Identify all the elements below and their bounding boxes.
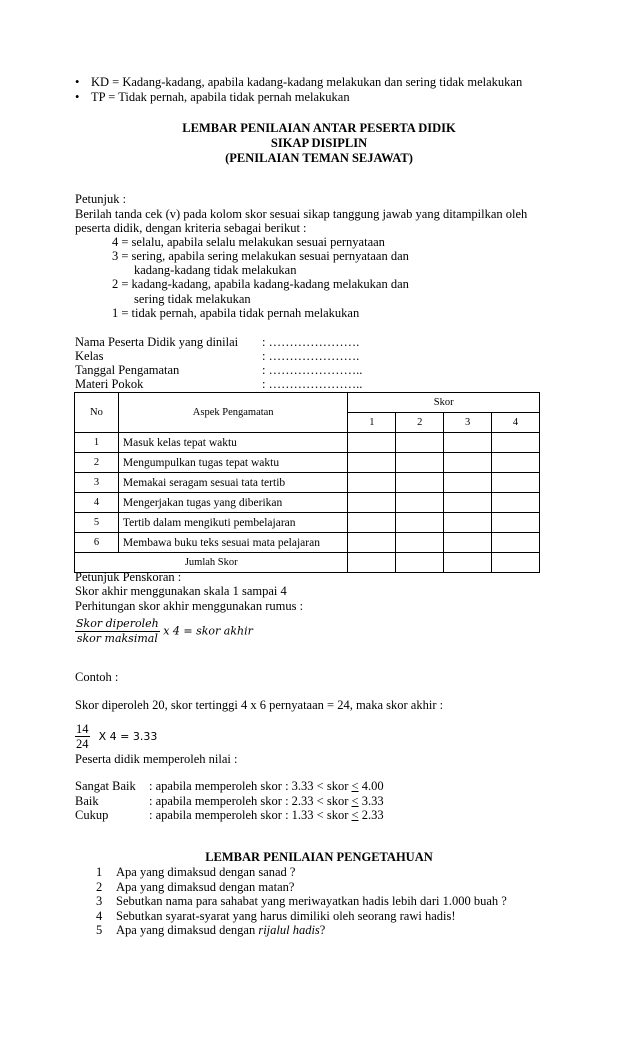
instructions-line2: peserta didik, dengan kriteria sebagai berikut : — [75, 221, 307, 235]
bullet-icon: • — [75, 90, 80, 104]
bullet-icon: • — [75, 75, 80, 89]
score-cell[interactable] — [444, 513, 492, 533]
knowledge-title: LEMBAR PENILAIAN PENGETAHUAN — [205, 850, 433, 864]
score-cell[interactable] — [444, 473, 492, 493]
grade-label: Baik — [75, 794, 99, 808]
question-no: 1 — [96, 865, 103, 879]
score-formula: $\frac{\text{Skor diperoleh}}{\text{skor maksimal}}$ x 4 = skor akhir — [76, 617, 253, 645]
example-heading: Contoh : — [75, 670, 119, 684]
question-no: 5 — [96, 923, 103, 937]
scoring-line2: Perhitungan skor akhir menggunakan rumus : — [75, 599, 304, 613]
table-row — [75, 473, 540, 493]
score-cell[interactable] — [444, 533, 492, 553]
criteria-note-tp: • TP = Tidak pernah, apabila tidak pernah melakukan — [75, 90, 350, 104]
question-text: Apa yang dimaksud dengan matan? — [116, 880, 295, 894]
header-score-3: 3 — [444, 413, 492, 433]
grade-rule: : apabila memperoleh skor : 3.33 < skor < 4.00 — [149, 779, 384, 793]
field-label-name: Nama Peserta Didik yang dinilai — [75, 335, 239, 349]
score-cell[interactable] — [492, 473, 540, 493]
row-aspect: Memakai seragam sesuai tata tertib — [118, 473, 348, 493]
question-no: 4 — [96, 909, 103, 923]
example-fraction: $\frac{14}{24}$ — [76, 722, 89, 751]
instructions-line1: Berilah tanda cek (v) pada kolom skor sesuai sikap tanggung jawab yang ditampilkan oleh — [75, 207, 528, 221]
grade-label: Sangat Baik — [75, 779, 136, 793]
row-aspect: Mengumpulkan tugas tepat waktu — [118, 453, 348, 473]
scale-item-2: 2 = kadang-kadang, apabila kadang-kadang melakukan dan — [112, 277, 409, 291]
score-cell[interactable] — [492, 533, 540, 553]
peer-title-line1: LEMBAR PENILAIAN ANTAR PESERTA DIDIK — [182, 121, 456, 135]
scale-item-1: 1 = tidak pernah, apabila tidak pernah melakukan — [112, 306, 360, 320]
header-score-4: 4 — [492, 413, 540, 433]
table-row — [75, 453, 540, 473]
score-cell[interactable] — [348, 453, 396, 473]
row-aspect: Tertib dalam mengikuti pembelajaran — [118, 513, 348, 533]
grade-label: Cukup — [75, 808, 109, 822]
field-value-class[interactable]: : …………………. — [262, 349, 360, 363]
score-cell[interactable] — [348, 513, 396, 533]
row-no: 3 — [75, 473, 119, 493]
total-cell[interactable] — [492, 553, 540, 573]
example-text: Skor diperoleh 20, skor tertinggi 4 x 6 pernyataan = 24, maka skor akhir : — [75, 698, 444, 712]
score-cell[interactable] — [396, 433, 444, 453]
score-cell[interactable] — [492, 433, 540, 453]
header-no: No — [75, 393, 119, 433]
question-no: 2 — [96, 880, 103, 894]
scale-item-2-cont: sering tidak melakukan — [134, 292, 251, 306]
row-no: 1 — [75, 433, 119, 453]
peer-title-line2: SIKAP DISIPLIN — [270, 136, 368, 150]
header-score-1: 1 — [348, 413, 396, 433]
scale-item-3-cont: kadang-kadang tidak melakukan — [134, 263, 297, 277]
total-cell[interactable] — [444, 553, 492, 573]
table-row — [75, 433, 540, 453]
instructions-heading: Petunjuk : — [75, 192, 127, 206]
field-value-topic[interactable]: : ………………….. — [262, 377, 363, 391]
grade-rule: : apabila memperoleh skor : 2.33 < skor < 3.33 — [149, 794, 384, 808]
total-cell[interactable] — [396, 553, 444, 573]
score-cell[interactable] — [444, 493, 492, 513]
question-no: 3 — [96, 894, 103, 908]
table-row — [75, 493, 540, 513]
question-text: Apa yang dimaksud dengan rijalul hadis? — [116, 923, 326, 937]
grade-rule: : apabila memperoleh skor : 1.33 < skor < 2.33 — [149, 808, 384, 822]
header-aspect: Aspek Pengamatan — [118, 393, 348, 433]
scoring-heading: Petunjuk Penskoran : — [75, 570, 182, 584]
field-label-date: Tanggal Pengamatan — [75, 363, 180, 377]
scale-item-4: 4 = selalu, apabila selalu melakukan sesuai pernyataan — [112, 235, 385, 249]
score-cell[interactable] — [348, 473, 396, 493]
field-value-date[interactable]: : ………………….. — [262, 363, 363, 377]
formula-fraction: $\frac{\text{Skor diperoleh}}{\text{skor maksimal}}$ — [76, 617, 159, 645]
row-aspect: Masuk kelas tepat waktu — [118, 433, 348, 453]
row-aspect: Membawa buku teks sesuai mata pelajaran — [118, 533, 348, 553]
total-label: Jumlah Skor — [75, 553, 348, 573]
table-row — [75, 533, 540, 553]
grade-intro: Peserta didik memperoleh nilai : — [75, 752, 238, 766]
example-formula: $\frac{14}{24}$ X 4 = 3.33 — [76, 722, 158, 751]
score-cell[interactable] — [492, 513, 540, 533]
score-table — [74, 392, 540, 573]
score-cell[interactable] — [492, 453, 540, 473]
header-score-2: 2 — [396, 413, 444, 433]
field-value-name[interactable]: : …………………. — [262, 335, 360, 349]
scoring-line1: Skor akhir menggunakan skala 1 sampai 4 — [75, 584, 287, 598]
row-no: 2 — [75, 453, 119, 473]
total-cell[interactable] — [348, 553, 396, 573]
score-cell[interactable] — [348, 533, 396, 553]
question-text: Apa yang dimaksud dengan sanad ? — [116, 865, 296, 879]
criteria-note-kd: • KD = Kadang-kadang, apabila kadang-kadang melakukan dan sering tidak melakukan — [75, 75, 523, 89]
field-label-topic: Materi Pokok — [75, 377, 144, 391]
question-text: Sebutkan nama para sahabat yang meriwayatkan hadis lebih dari 1.000 buah ? — [116, 894, 507, 908]
scale-item-3: 3 = sering, apabila sering melakukan sesuai pernyataan dan — [112, 249, 409, 263]
score-cell[interactable] — [396, 513, 444, 533]
score-cell[interactable] — [348, 433, 396, 453]
peer-title-line3: (PENILAIAN TEMAN SEJAWAT) — [225, 151, 413, 165]
row-no: 6 — [75, 533, 119, 553]
score-cell[interactable] — [444, 453, 492, 473]
table-row — [75, 513, 540, 533]
score-cell[interactable] — [492, 493, 540, 513]
question-text: Sebutkan syarat-syarat yang harus dimiliki oleh seorang rawi hadis! — [116, 909, 456, 923]
row-no: 4 — [75, 493, 119, 513]
score-cell[interactable] — [396, 453, 444, 473]
score-cell[interactable] — [396, 493, 444, 513]
score-cell[interactable] — [444, 433, 492, 453]
row-no: 5 — [75, 513, 119, 533]
row-aspect: Mengerjakan tugas yang diberikan — [118, 493, 348, 513]
field-label-class: Kelas — [75, 349, 104, 363]
score-cell[interactable] — [396, 533, 444, 553]
score-cell[interactable] — [396, 473, 444, 493]
header-score: Skor — [348, 393, 540, 413]
score-cell[interactable] — [348, 493, 396, 513]
